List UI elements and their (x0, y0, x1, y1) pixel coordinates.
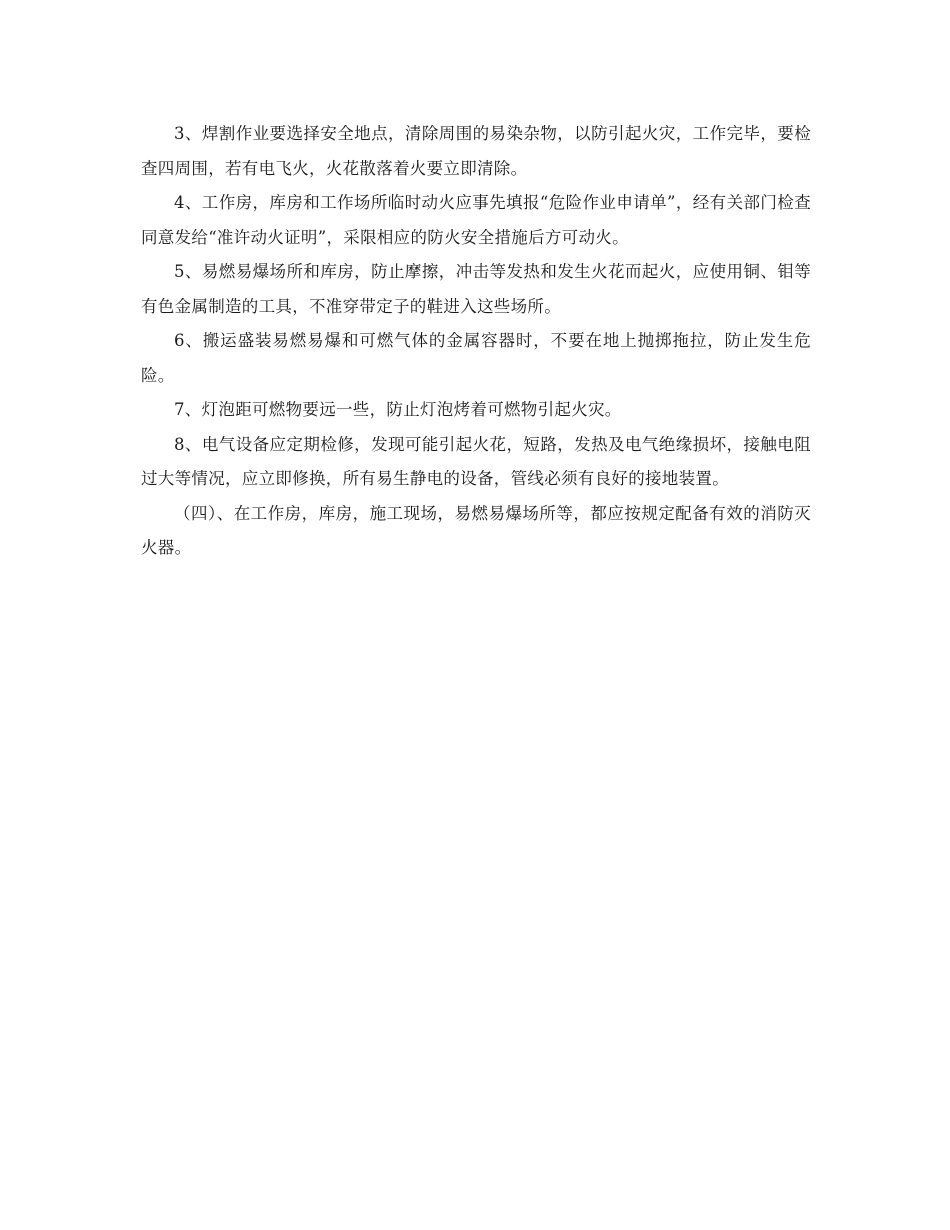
paragraph-item-3: 3、焊割作业要选择安全地点，清除周围的易染杂物，以防引起火灾，工作完毕，要检查四周围，若有电飞火，火花散落着火要立即清除。 (141, 124, 811, 178)
paragraph-section-4: （四）、在工作房，库房，施工现场，易燃易爆场所等，都应按规定配备有效的消防灭火器。 (141, 503, 811, 557)
paragraph-item-6: 6、搬运盛装易燃易爆和可燃气体的金属容器时，不要在地上抛掷拖拉，防止发生危险。 (141, 331, 811, 385)
paragraph-item-5: 5、易燃易爆场所和库房，防止摩擦，冲击等发热和发生火花而起火，应使用铜、钼等有色金属制造的工具，不准穿带定子的鞋进入这些场所。 (141, 262, 811, 316)
paragraph-item-8: 8、电气设备应定期检修，发现可能引起火花，短路，发热及电气绝缘损坏，接触电阻过大等情况，应立即修换，所有易生静电的设备，管线必须有良好的接地装置。 (141, 434, 811, 488)
paragraph-item-7: 7、灯泡距可燃物要远一些，防止灯泡烤着可燃物引起火灾。 (174, 400, 622, 419)
paragraph-item-4: 4、工作房，库房和工作场所临时动火应事先填报“危险作业申请单”，经有关部门检查同意发给“准许动火证明”，采限相应的防火安全措施后方可动火。 (141, 193, 811, 247)
document-body (141, 117, 811, 566)
